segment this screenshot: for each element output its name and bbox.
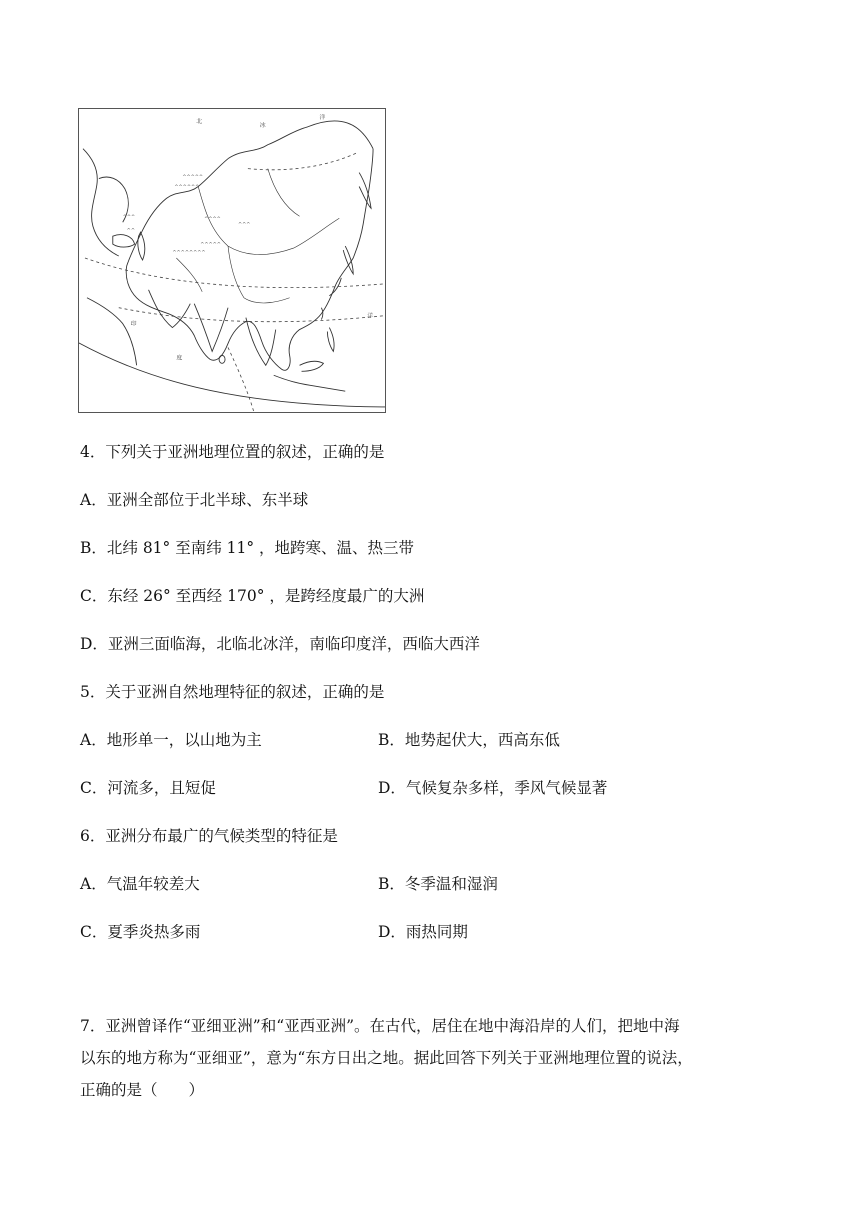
question-6-option-c: C．夏季炎热多雨 [80, 923, 201, 941]
question-4-option-d: D．亚洲三面临海，北临北冰洋，南临印度洋，西临大西洋 [80, 635, 480, 653]
svg-text:印: 印 [130, 320, 137, 328]
svg-text:^^: ^^ [126, 228, 136, 235]
question-4-stem: 4．下列关于亚洲地理位置的叙述，正确的是 [80, 443, 385, 461]
svg-text:^^^: ^^^ [122, 214, 136, 221]
svg-text:^^^: ^^^ [237, 222, 251, 229]
svg-text:^^^^^^^^: ^^^^^^^^ [172, 250, 206, 257]
question-7-line: 正确的是（ ） [80, 1081, 205, 1099]
question-4-option-a: A．亚洲全部位于北半球、东半球 [80, 491, 309, 509]
svg-text:洋: 洋 [319, 113, 326, 121]
question-6-option-a: A．气温年较差大 [80, 875, 200, 893]
question-4-option-b: B．北纬 81° 至南纬 11° ，地跨寒、温、热三带 [80, 539, 415, 557]
question-5-option-b: B．地势起伏大，西高东低 [378, 731, 560, 749]
question-5-option-a: A．地形单一，以山地为主 [80, 731, 262, 749]
svg-text:北: 北 [196, 117, 203, 125]
question-5-option-c: C．河流多，且短促 [80, 779, 216, 797]
svg-text:度: 度 [176, 354, 183, 362]
svg-text:^^^^: ^^^^ [204, 216, 221, 223]
question-6-option-d: D．雨热同期 [378, 923, 468, 941]
question-6-stem: 6．亚洲分布最广的气候类型的特征是 [80, 827, 338, 845]
svg-text:^^^^^^: ^^^^^^ [174, 184, 200, 191]
svg-text:^^^^^: ^^^^^ [200, 242, 221, 249]
question-5-stem: 5．关于亚洲自然地理特征的叙述，正确的是 [80, 683, 385, 701]
question-7-paragraph [80, 1010, 790, 1106]
question-6-option-b: B．冬季温和湿润 [378, 875, 498, 893]
question-7-line: 以东的地方称为“亚细亚”，意为“东方日出之地。据此回答下列关于亚洲地理位置的说法， [80, 1049, 693, 1067]
svg-text:洋: 洋 [367, 312, 374, 320]
question-5-option-d: D．气候复杂多样，季风气候显著 [378, 779, 608, 797]
asia-map-figure [78, 108, 386, 413]
asia-outline-map-icon [79, 109, 385, 412]
question-7-line: 7．亚洲曾译作“亚细亚洲”和“亚西亚洲”。在古代，居住在地中海沿岸的人们，把地中海 [80, 1017, 680, 1035]
question-4-option-c: C．东经 26° 至西经 170° ，是跨经度最广的大洲 [80, 587, 425, 605]
svg-text:^^^^^: ^^^^^ [182, 174, 204, 181]
svg-text:冰: 冰 [259, 121, 266, 129]
